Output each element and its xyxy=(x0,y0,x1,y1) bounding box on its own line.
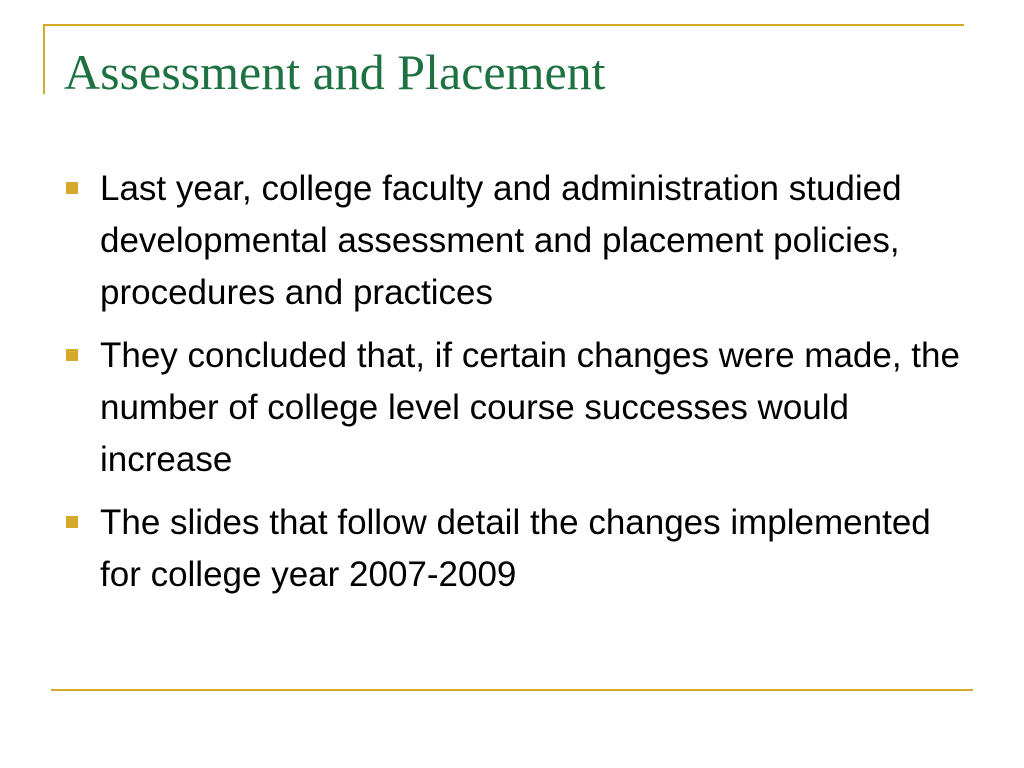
bottom-rule xyxy=(51,689,973,691)
bullet-item xyxy=(64,330,964,486)
bullet-item xyxy=(64,497,964,601)
square-bullet-icon xyxy=(66,516,78,528)
bullet-text: The slides that follow detail the changes implemented for college year 2007-2009 xyxy=(100,503,931,594)
square-bullet-icon xyxy=(66,349,78,361)
square-bullet-icon xyxy=(66,182,78,194)
bullet-text: They concluded that, if certain changes were made, the number of college level course successes would increase xyxy=(100,336,960,479)
bullet-list xyxy=(64,163,964,612)
left-rule xyxy=(43,24,45,94)
bullet-item xyxy=(64,163,964,319)
bullet-text: Last year, college faculty and administration studied developmental assessment and placement policies, procedures and practices xyxy=(100,169,902,312)
top-rule xyxy=(43,24,964,26)
slide-title: Assessment and Placement xyxy=(64,44,606,100)
